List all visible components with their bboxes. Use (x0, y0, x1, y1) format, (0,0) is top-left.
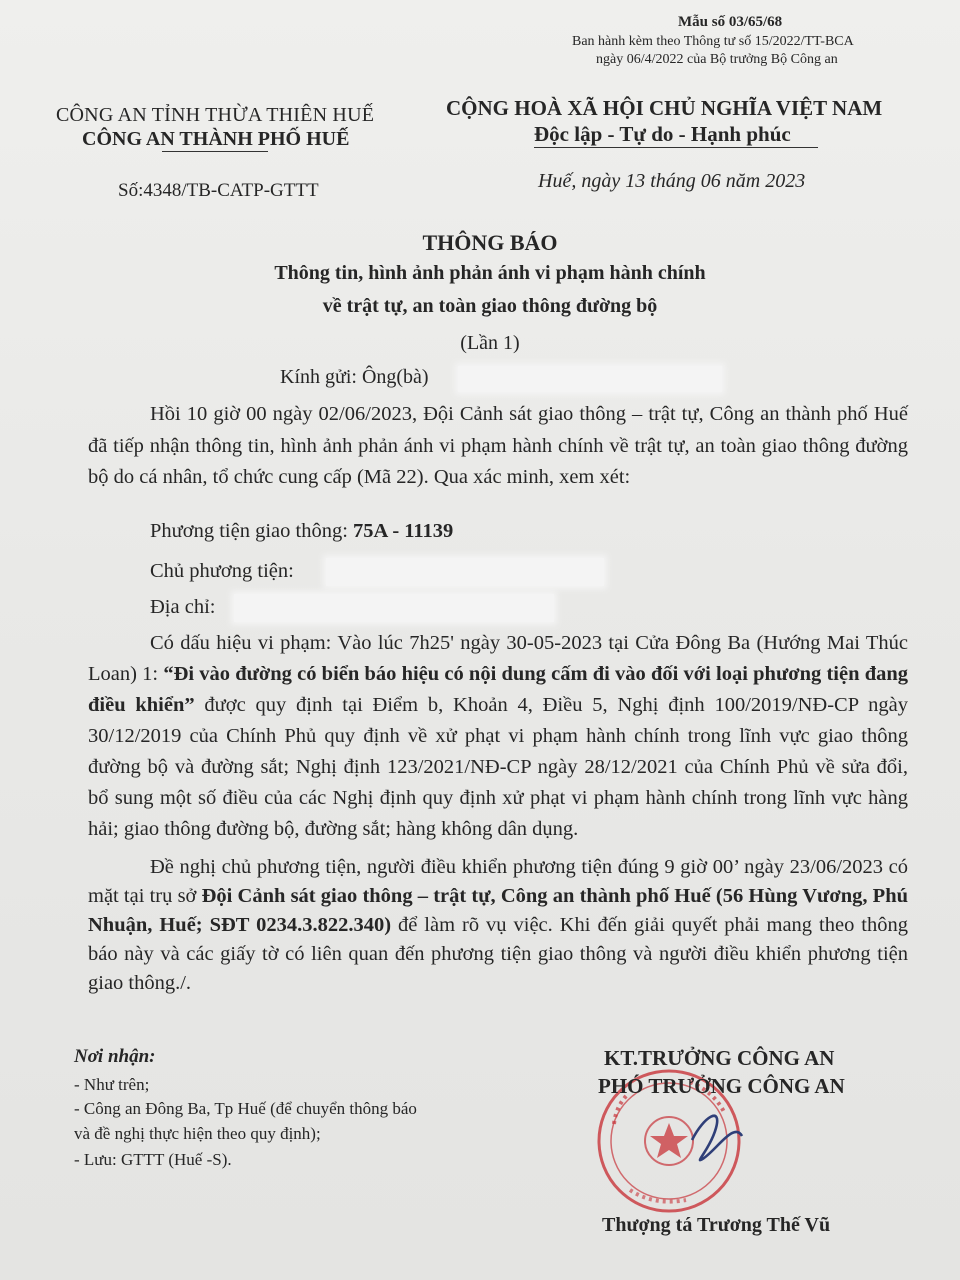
violation-text-a: Có dấu hiệu vi phạm: Vào lúc 7h25' ngày 30-05-2023 tại Cửa Đông Ba (Hướng Mai Thúc Loan) 1: (88, 632, 908, 685)
signature-title-2: PHÓ TRƯỞNG CÔNG AN (598, 1074, 845, 1098)
violation-text-b: được quy định tại Điểm b, Khoản 4, Điều 5, Nghị định 100/2019/NĐ-CP ngày 30/12/2019 của Chính Phủ quy định về xử phạt vi phạm hành chính trong lĩnh vực giao thông đường bộ và đường sắt; Nghị định 123/2021/NĐ-CP ngày 28/12/2021 của Chính Phủ về sửa đổi, bổ sung một số điều của các Nghị định quy định xử phạt vi phạm hành chính trong lĩnh vực hàng hải; giao thông đường bộ, đường sắt; hàng không dân dụng. (88, 694, 908, 840)
form-issued-line-1: Ban hành kèm theo Thông tư số 15/2022/TT-BCA (572, 34, 854, 49)
address-label: Địa chỉ: (150, 596, 216, 618)
greeting: Kính gửi: Ông(bà) (280, 366, 429, 388)
agency-name: CÔNG AN THÀNH PHỐ HUẾ (82, 128, 350, 150)
paragraph-intro: Hồi 10 giờ 00 ngày 02/06/2023, Đội Cảnh sát giao thông – trật tự, Công an thành phố Huế đã tiếp nhận thông tin, hình ảnh phản ánh vi phạm hành chính về trật tự, an toàn giao thông đường bộ do cá nhân, tổ chức cung cấp (Mã 22). Qua xác minh, xem xét: (88, 403, 908, 488)
recipient-line-3: và đề nghị thực hiện theo quy định); (74, 1124, 321, 1143)
document-subtitle-1: Thông tin, hình ảnh phản ánh vi phạm hành chính (274, 262, 706, 284)
request-office: Đội Cảnh sát giao thông – trật tự, Công an thành phố Huế (56 Hùng Vương, Phú Nhuận, Huế; SĐT 0234.3.822.340) (88, 885, 908, 936)
redacted-owner (326, 558, 604, 586)
owner-label: Chủ phương tiện: (150, 560, 294, 582)
motto-underline (534, 147, 818, 148)
signature-title-1: KT.TRƯỞNG CÔNG AN (604, 1046, 835, 1070)
recipients-heading: Nơi nhận: (74, 1046, 156, 1067)
violation-quote: “Đi vào đường có biển báo hiệu có nội dung cấm đi vào đối với loại phương tiện đang điều khiển” (88, 663, 908, 716)
national-title: CỘNG HOÀ XÃ HỘI CHỦ NGHĨA VIỆT NAM (446, 96, 883, 120)
form-issued-line-2: ngày 06/4/2022 của Bộ trưởng Bộ Công an (596, 52, 838, 67)
agency-underline (162, 151, 268, 152)
paragraph-request (88, 853, 908, 998)
vehicle-plate: 75A - 11139 (353, 520, 454, 542)
form-number: Mẫu số 03/65/68 (678, 14, 783, 30)
dateline: Huế, ngày 13 tháng 06 năm 2023 (538, 170, 806, 192)
redacted-address (234, 594, 554, 622)
recipient-line-4: - Lưu: GTTT (Huế -S). (74, 1150, 232, 1169)
document-number: Số:4348/TB-CATP-GTTT (118, 180, 319, 201)
request-text-b: để làm rõ vụ việc. Khi đến giải quyết phải mang theo thông báo này và các giấy tờ có liên quan đến phương tiện giao thông và người điều khiển phương tiện giao thông./. (88, 914, 908, 994)
recipient-line-2: - Công an Đông Ba, Tp Huế (để chuyển thông báo (74, 1099, 417, 1118)
recipient-line-1: - Như trên; (74, 1075, 150, 1094)
document-subtitle-2: về trật tự, an toàn giao thông đường bộ (322, 295, 658, 317)
signer-name: Thượng tá Trương Thế Vũ (602, 1214, 831, 1236)
agency-parent: CÔNG AN TỈNH THỪA THIÊN HUẾ (56, 104, 375, 126)
vehicle-label: Phương tiện giao thông: (150, 520, 354, 542)
document-title: THÔNG BÁO (422, 230, 558, 255)
notice-attempt: (Lần 1) (460, 332, 520, 354)
vehicle-field (150, 520, 453, 543)
redacted-recipient-name (458, 366, 722, 392)
national-motto: Độc lập - Tự do - Hạnh phúc (534, 122, 791, 146)
paragraph-violation (88, 628, 908, 845)
request-text-a: Đề nghị chủ phương tiện, người điều khiển phương tiện đúng 9 giờ 00’ ngày 23/06/2023 có mặt tại trụ sở (88, 856, 908, 907)
